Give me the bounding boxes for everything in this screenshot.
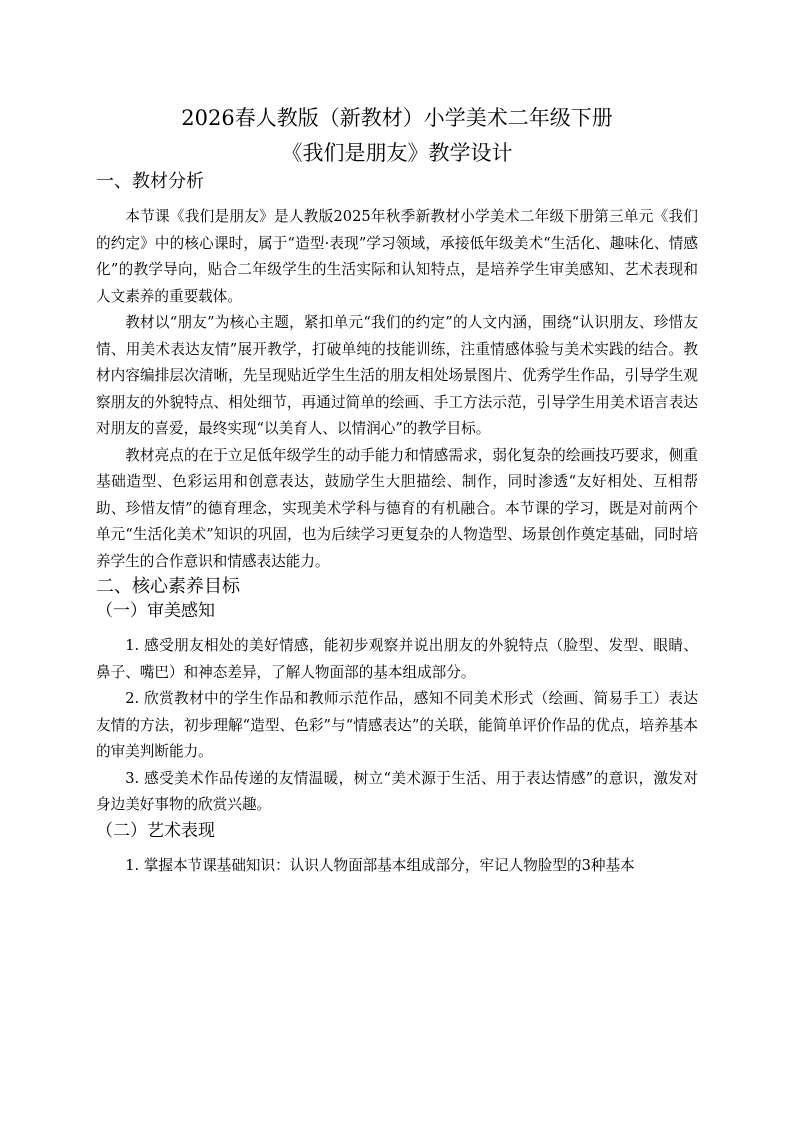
document-title-line-1: 2026春人教版（新教材）小学美术二年级下册 <box>181 106 613 130</box>
list-item: 3. 感受美术作品传递的友情温暖，树立“美术源于生活、用于表达情感”的意识，激发对身边美好事物的欣赏兴趣。 <box>96 769 698 813</box>
subsection-heading-artistic-expression: （二）艺术表现 <box>96 820 215 841</box>
paragraph: 教材以“朋友”为核心主题，紧扣单元“我们的约定”的人文内涵，围绕“认识朋友、珍惜友情、用美术表达友情”展开教学，打破单纯的技能训练，注重情感体验与美术实践的结合。教材内容编排层次清晰，先呈现贴近学生生活的朋友相处场景图片、优秀学生作品，引导学生观察朋友的外貌特点、相处细节，再通过简单的绘画、手工方法示范，引导学生用美术语言表达对朋友的喜爱，最终实现“以美育人、以情润心”的教学目标。 <box>96 314 698 437</box>
document-title-line-2: 《我们是朋友》教学设计 <box>281 141 513 165</box>
list-item: 1. 感受朋友相处的美好情感，能初步观察并说出朋友的外貌特点（脸型、发型、眼睛、鼻子、嘴巴）和神态差异，了解人物面部的基本组成部分。 <box>96 637 698 681</box>
section-heading-textbook-analysis: 一、教材分析 <box>96 171 204 192</box>
paragraph: 本节课《我们是朋友》是人教版2025年秋季新教材小学美术二年级下册第三单元《我们的约定》中的核心课时，属于“造型·表现”学习领域，承接低年级美术“生活化、趣味化、情感化”的教学导向，贴合二年级学生的生活实际和认知特点，是培养学生审美感知、艺术表现和人文素养的重要载体。 <box>96 208 698 305</box>
list-item: 1. 掌握本节课基础知识：认识人物面部基本组成部分，牢记人物脸型的3种基本 <box>125 856 635 874</box>
section-heading-core-literacy-goals: 二、核心素养目标 <box>96 576 240 597</box>
subsection-heading-aesthetic-perception: （一）审美感知 <box>96 601 215 621</box>
paragraph: 教材亮点的在于立足低年级学生的动手能力和情感需求，弱化复杂的绘画技巧要求，侧重基础造型、色彩运用和创意表达，鼓励学生大胆描绘、制作，同时渗透“友好相处、互相帮助、珍惜友情”的德育理念，实现美术学科与德育的有机融合。本节课的学习，既是对前两个单元“生活化美术”知识的巩固，也为后续学习更复杂的人物造型、场景创作奠定基础，同时培养学生的合作意识和情感表达能力。 <box>96 446 698 570</box>
list-item: 2. 欣赏教材中的学生作品和教师示范作品，感知不同美术形式（绘画、简易手工）表达友情的方法，初步理解“造型、色彩”与“情感表达”的关联，能简单评价作品的优点，培养基本的审美判断能力。 <box>96 690 698 760</box>
